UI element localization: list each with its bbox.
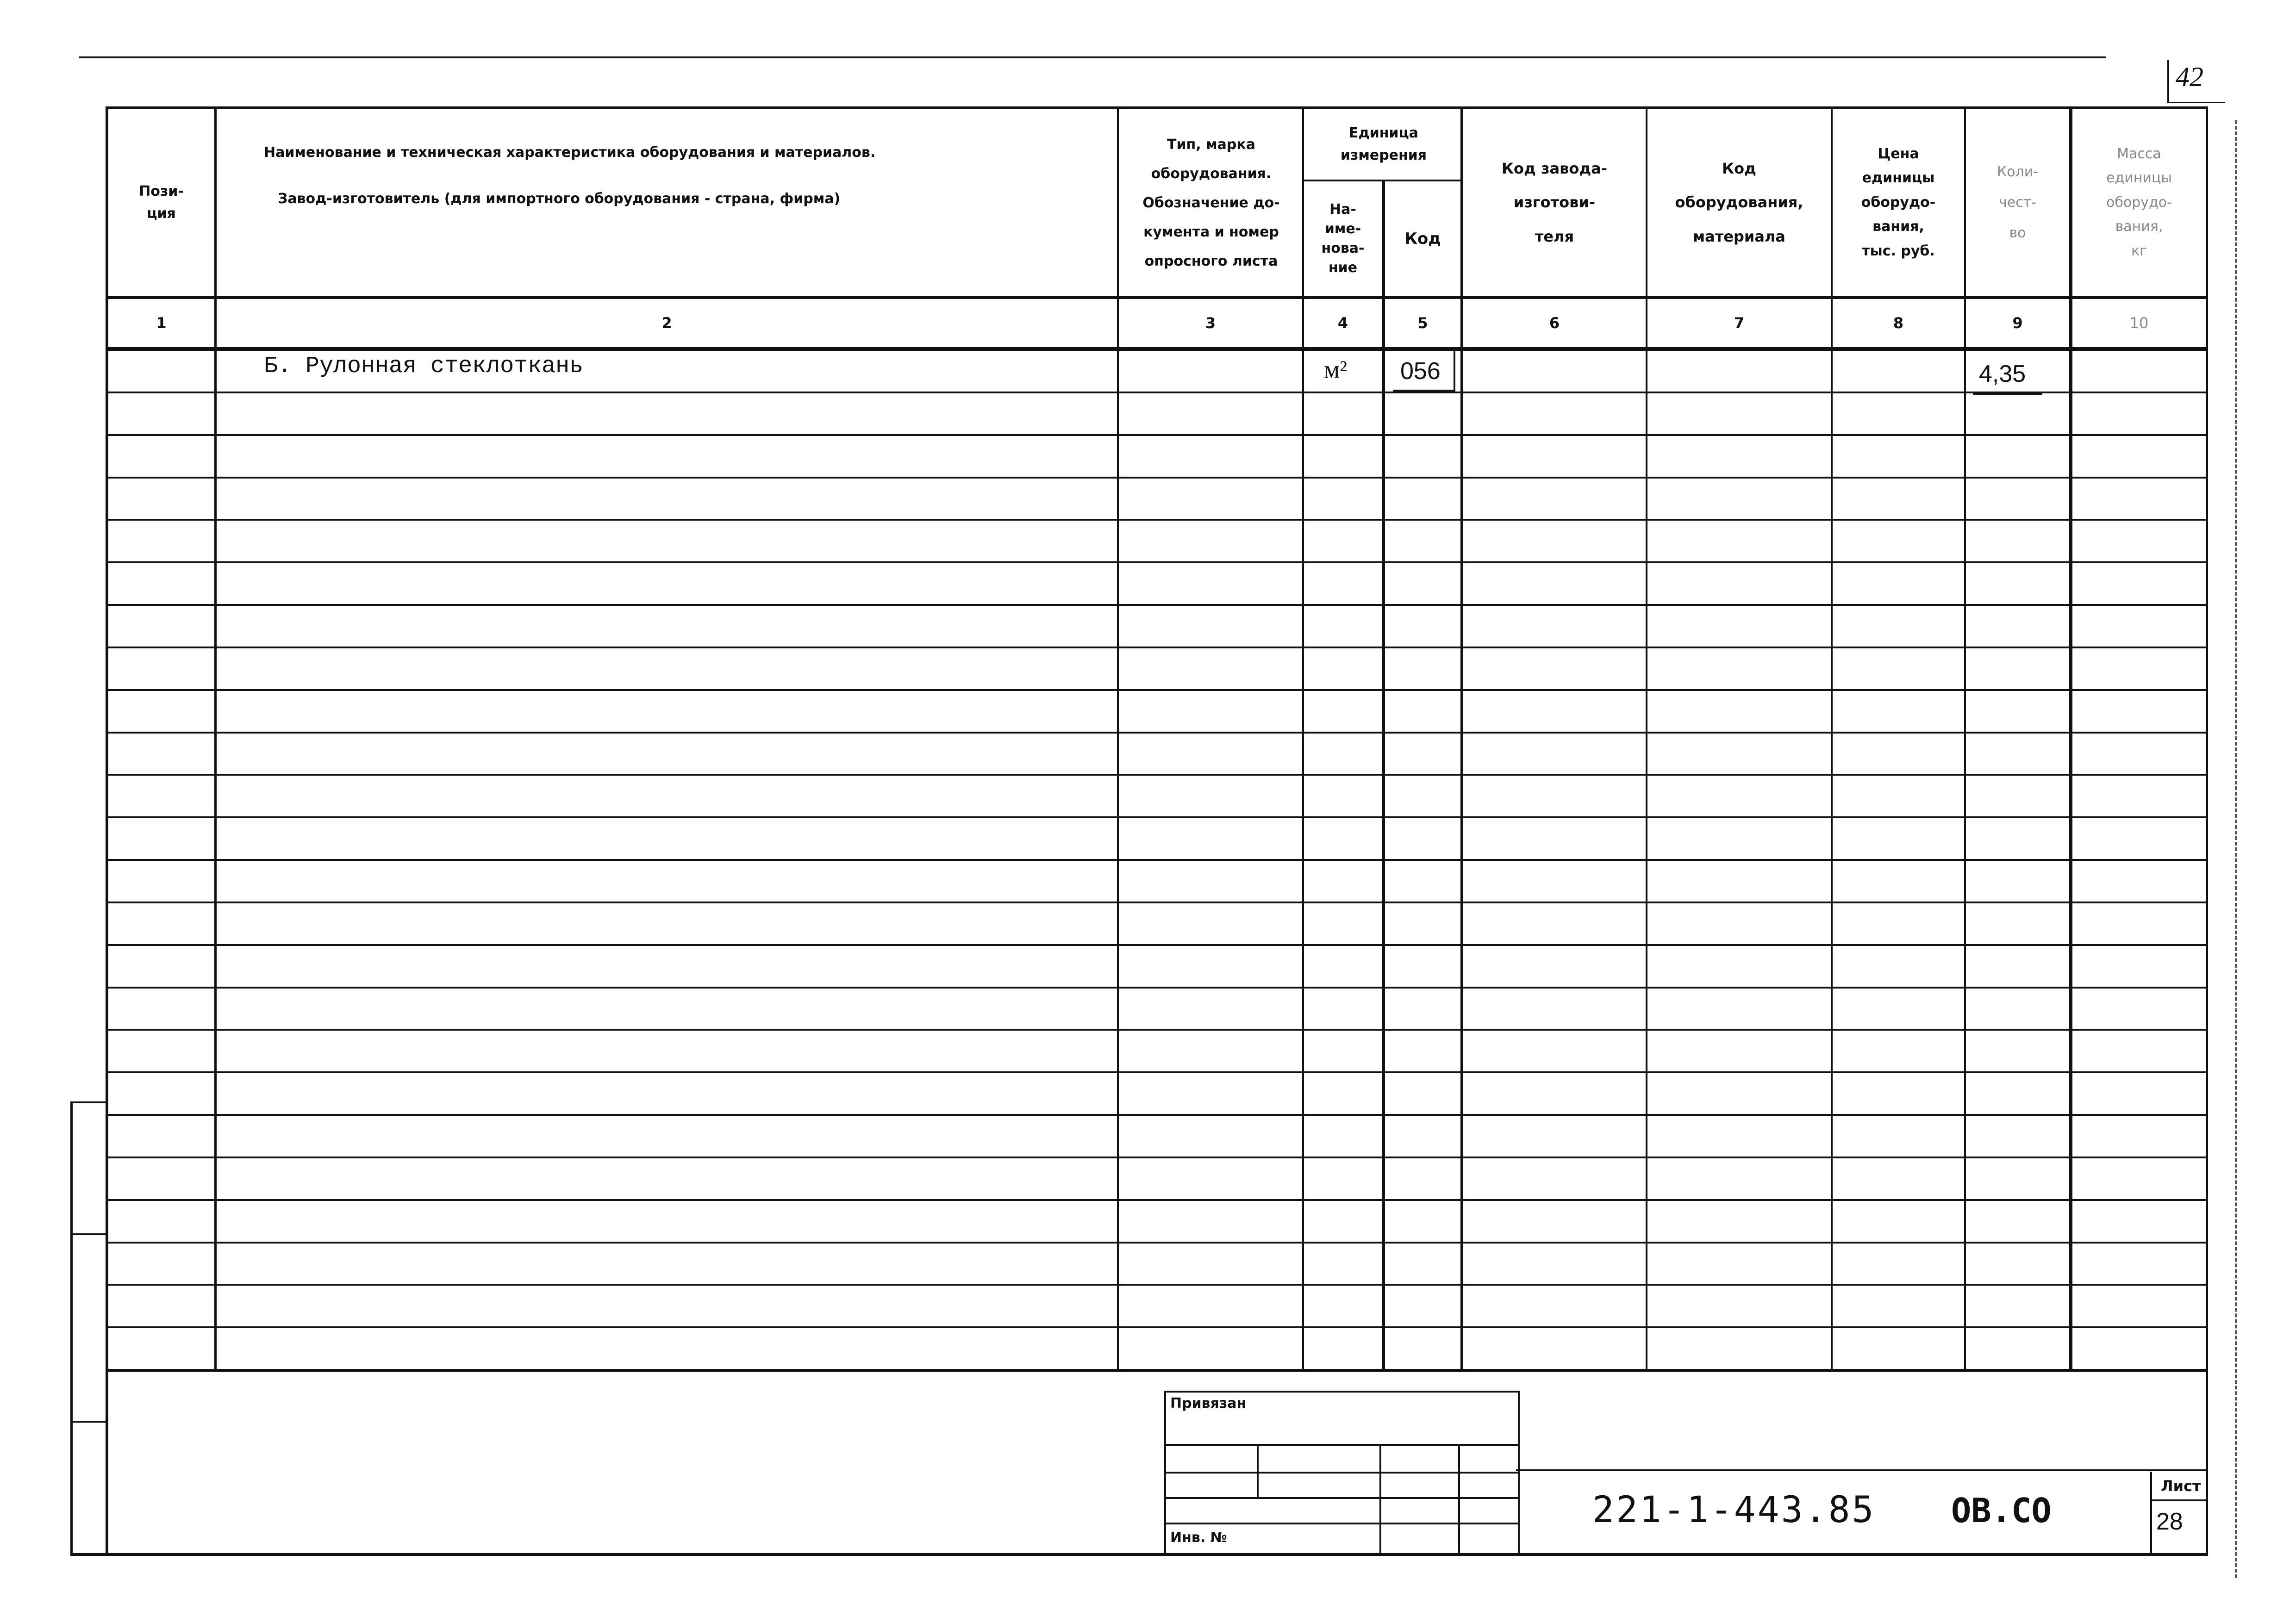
row-separator [106, 561, 2208, 563]
row-separator [106, 392, 2208, 393]
sheet-number: 28 [2156, 1508, 2183, 1535]
row-separator [106, 859, 2208, 861]
col-num-8: 8 [1893, 314, 1904, 332]
header-mass: Масса единицы оборудо- вания, кг [2106, 145, 2172, 259]
inv-no-label: Инв. № [1170, 1530, 1227, 1546]
row-separator [106, 477, 2208, 479]
header-unit-code: Код [1404, 229, 1441, 248]
row-separator [106, 434, 2208, 436]
row-separator [106, 1114, 2208, 1116]
document-suffix: ОВ.СО [1951, 1491, 2052, 1530]
col-num-10: 10 [2129, 314, 2149, 332]
row-separator [106, 1242, 2208, 1244]
sheet-label: Лист [2161, 1477, 2201, 1495]
row-separator [106, 1029, 2208, 1031]
col-num-3: 3 [1205, 314, 1216, 332]
right-edge-line [2235, 120, 2237, 1578]
header-factory-code: Код завода- изготови- теля [1501, 159, 1608, 245]
page-number: 42 [2176, 62, 2203, 92]
col-num-5: 5 [1417, 314, 1428, 332]
row-name: Б. Рулонная стеклоткань [264, 353, 584, 379]
row-separator [106, 732, 2208, 734]
row-code: 056 [1400, 358, 1441, 385]
col-num-4: 4 [1337, 314, 1348, 332]
col-num-1: 1 [156, 314, 167, 332]
row-separator [106, 647, 2208, 648]
header-position: Пози- ция [139, 183, 184, 222]
header-name-line2: Завод-изготовитель (для импортного оборудования - страна, фирма) [278, 191, 841, 207]
col-num-6: 6 [1549, 314, 1560, 332]
row-separator [106, 604, 2208, 606]
binding-strip-line [70, 1101, 73, 1555]
document-code: 221-1-443.85 [1592, 1489, 1876, 1531]
privyazan-label: Привязан [1170, 1395, 1247, 1412]
row-quantity: 4,35 [1979, 361, 2026, 387]
row-separator [106, 1326, 2208, 1328]
top-rule [79, 56, 2106, 58]
col-num-9: 9 [2012, 314, 2023, 332]
header-unit-name: На- име- нова- ние [1321, 201, 1365, 276]
row-separator [106, 1157, 2208, 1158]
row-separator [106, 944, 2208, 946]
row-separator [106, 1284, 2208, 1286]
row-separator [106, 1199, 2208, 1201]
row-unit: м² [1324, 355, 1348, 383]
row-separator [106, 902, 2208, 903]
header-type: Тип, марка оборудования. Обозначение до- кумента и номер опросного листа [1142, 136, 1280, 269]
col-num-2: 2 [661, 314, 672, 332]
header-quantity: Коли- чест- во [1997, 164, 2039, 241]
row-separator [106, 774, 2208, 776]
header-price: Цена единицы оборудо- вания, тыс. руб. [1861, 145, 1936, 259]
row-separator [106, 689, 2208, 691]
header-equipment-code: Код оборудования, материала [1675, 159, 1803, 245]
row-separator [106, 816, 2208, 818]
row-separator [106, 987, 2208, 989]
row-separator [106, 1071, 2208, 1073]
col-num-7: 7 [1734, 314, 1745, 332]
header-name-line1: Наименование и техническая характеристика оборудования и материалов. [264, 144, 876, 161]
header-unit-group: Единица измерения [1340, 125, 1427, 163]
row-separator [106, 519, 2208, 521]
